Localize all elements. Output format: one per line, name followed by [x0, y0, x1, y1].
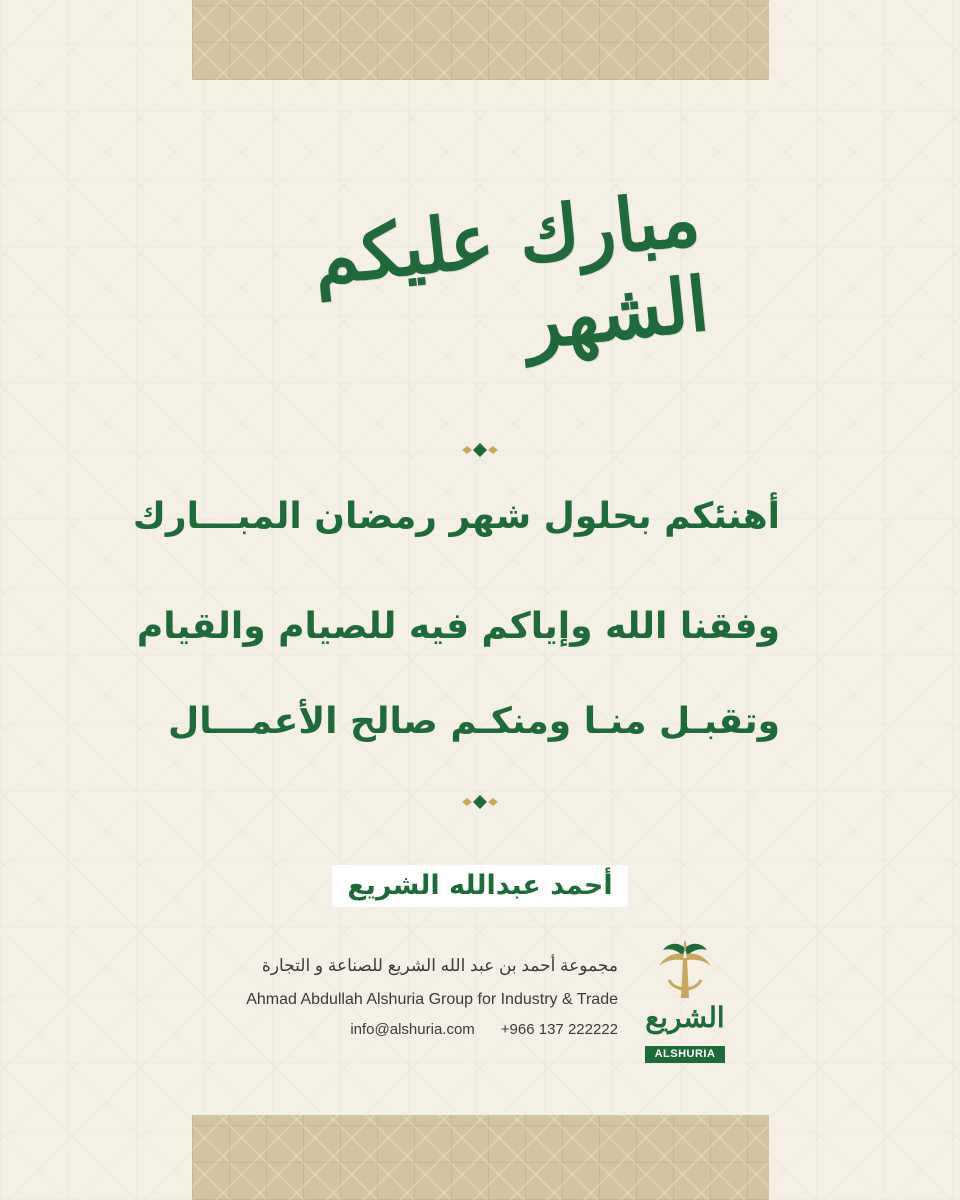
company-logo [645, 940, 725, 1065]
calligraphy-greeting [255, 170, 713, 400]
phone-number[interactable]: +966 137 222222 [500, 1021, 618, 1038]
signature-name: أحمد عبدالله الشريع [332, 865, 628, 907]
top-ornament-band [192, 0, 769, 80]
company-name-english: Ahmad Abdullah Alshuria Group for Industry & Trade [246, 991, 618, 1008]
message-line-3: وتقبـل منـا ومنكـم صالح الأعمـــال [167, 701, 780, 742]
logo-arabic-text: الشريع [645, 1001, 725, 1034]
bottom-ornament-band [192, 1115, 769, 1200]
message-line-1: أهنئكم بحلول شهر رمضان المبـــارك [132, 496, 780, 537]
diamond-divider-icon [458, 795, 502, 809]
company-name-arabic: مجموعة أحمد بن عبد الله الشريع للصناعة و التجارة [261, 956, 618, 975]
contact-info [350, 1021, 618, 1038]
message-line-2: وفقنا الله وإياكم فيه للصيام والقيام [136, 606, 780, 647]
logo-badge: ALSHURIA [645, 1046, 725, 1063]
calligraphy-text: مبارك عليكم الشهر [308, 175, 713, 367]
email-link[interactable]: info@alshuria.com [350, 1021, 475, 1038]
diamond-divider-icon [458, 443, 502, 457]
